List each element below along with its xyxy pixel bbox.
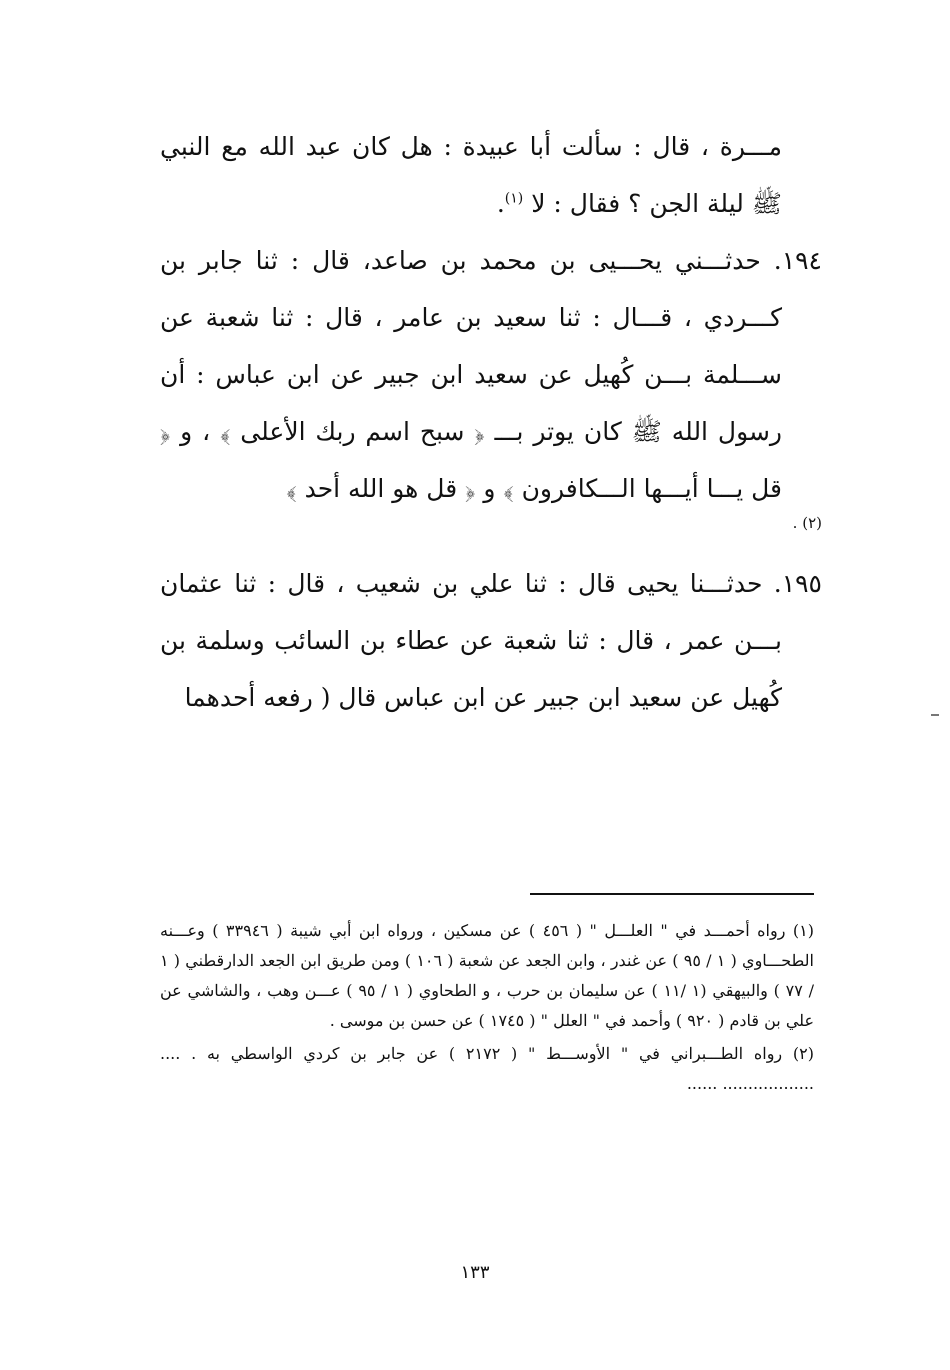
footnote-reference-1: (١) <box>504 190 524 207</box>
footnote-reference-2: (٢) . <box>792 514 822 532</box>
hadith-195 <box>160 555 822 726</box>
paragraph-text: ١٩٤. حدثـــني يحـــيى بن محمد بن صاعد، قال : ثنا جابر بن كـــردي ، قـــال : ثنا سعيد بن عامر ، قال : ثنا شعبة عن ســـلمة بـــن كُهيل عن سعيد ابن جبير عن ابن عباس : أن رسول الله ﷺ كان يوتر بـــ ﴿ سبح اسم ربك الأعلى ﴾ ، و ﴿ قل يـــا أيـــها الـــكافرون ﴾ و ﴿ قل هو الله أحد ﴾ <box>160 246 822 503</box>
footnote-2: (٢) رواه الطـــبراني في " الأوســـط " ( ٢١٧٢ ) عن جابر بن كردي الواسطي به . .... .................. ...... <box>160 1044 814 1093</box>
footnote-separator <box>530 893 814 895</box>
page-number: ١٣٣ <box>460 1262 490 1283</box>
margin-mark <box>931 714 939 716</box>
footnote-1: (١) رواه أحمـــد في " العلـــل " ( ٤٥٦ ) عن مسكين ، ورواه ابن أبي شيبة ( ٣٣٩٤٦ ) وعـــنه الطحـــاوي ( ١ / ٩٥ ) عن غندر ، وابن الجعد عن شعبة ( ١٠٦ ) ومن طريق ابن الجعد الدارقطني ( ١ / ٧٧ ) والبيهقي (١ /١١ ) عن سليمان بن حرب ، و الطحاوي ( ١ / ٩٥ ) عـــن وهب ، والشاشي عن علي بن قادم ( ٩٢٠ ) وأحمد في " العلل " ( ١٧٤٥ ) عن حسن بن موسى . <box>160 921 815 1030</box>
footnotes <box>160 916 814 1102</box>
hadith-194 <box>160 232 822 535</box>
main-text <box>160 118 822 726</box>
paragraph-end-dot: . <box>496 189 505 218</box>
paragraph-text: مـــرة ، قال : سألت أبا عبيدة : هل كان عبد الله مع النبي ﷺ ليلة الجن ؟ فقال : لا <box>160 132 782 218</box>
paragraph-text: ١٩٥. حدثـــنا يحيى قال : ثنا علي بن شعيب ، قال : ثنا عثمان بـــن عمر ، قال : ثنا شعبة عن عطاء بن السائب وسلمة بن كُهيل عن سعيد ابن جبير عن ابن عباس قال ( رفعه أحدهما <box>160 569 822 712</box>
paragraph-continuation <box>160 118 822 232</box>
